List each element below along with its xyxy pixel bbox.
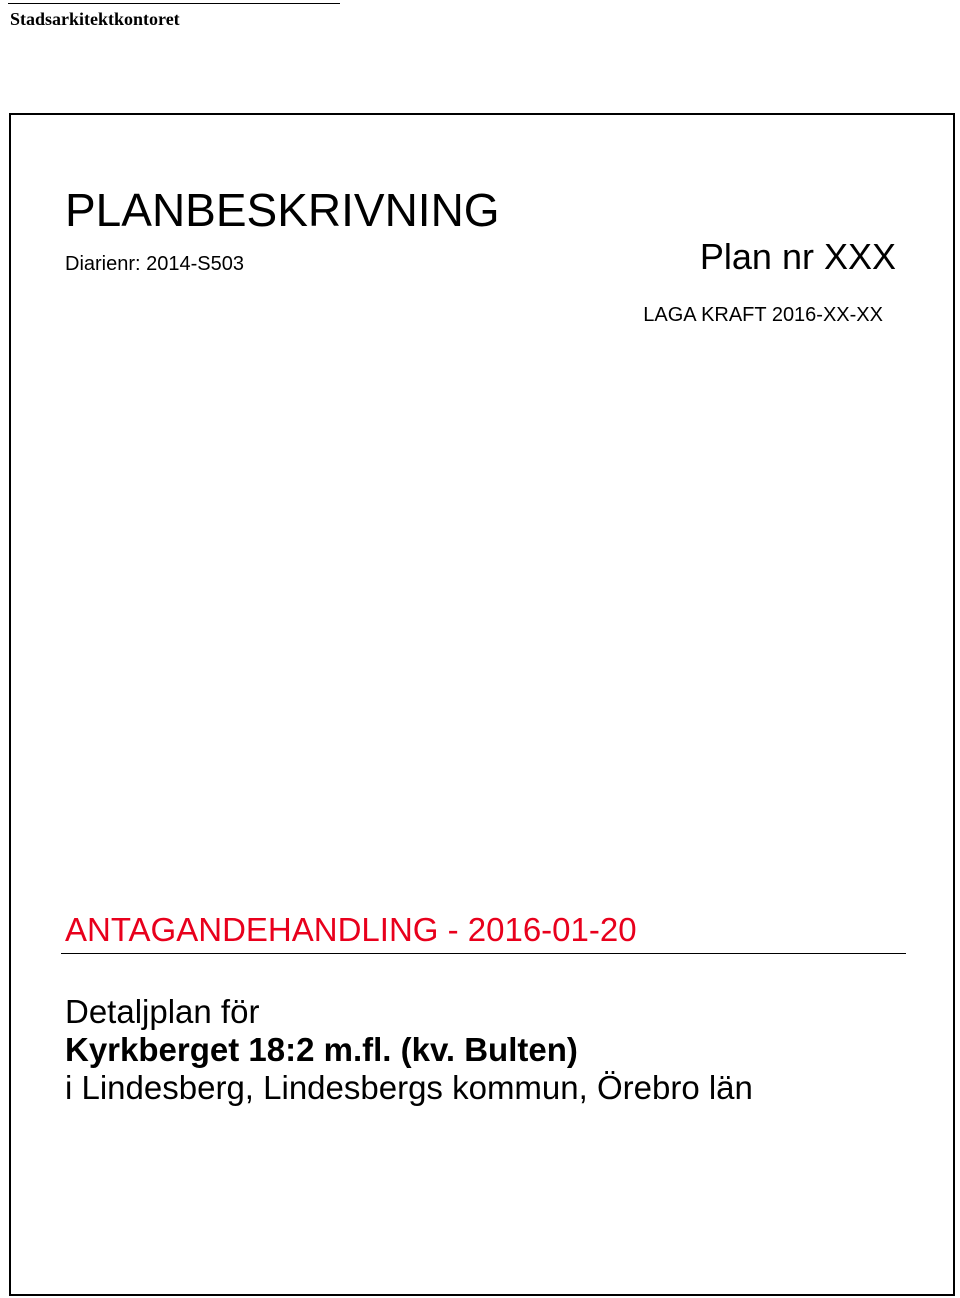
- cover-frame: [9, 113, 955, 1296]
- stage-label: ANTAGANDEHANDLING - 2016-01-20: [65, 911, 637, 948]
- plan-number: Plan nr XXX: [699, 236, 896, 277]
- diarienr: Diarienr: 2014-S503: [65, 253, 244, 275]
- organization-name: Stadsarkitektkontoret: [10, 9, 180, 29]
- plan-name: Kyrkberget 18:2 m.fl. (kv. Bulten): [65, 1031, 578, 1068]
- header-rule: [8, 3, 340, 4]
- plan-location: i Lindesberg, Lindesbergs kommun, Örebro län: [65, 1069, 753, 1106]
- laga-kraft-date: LAGA KRAFT 2016-XX-XX: [643, 304, 883, 326]
- document-title: PLANBESKRIVNING: [65, 184, 500, 236]
- plan-type: Detaljplan för: [65, 993, 260, 1030]
- stage-divider: [61, 953, 906, 954]
